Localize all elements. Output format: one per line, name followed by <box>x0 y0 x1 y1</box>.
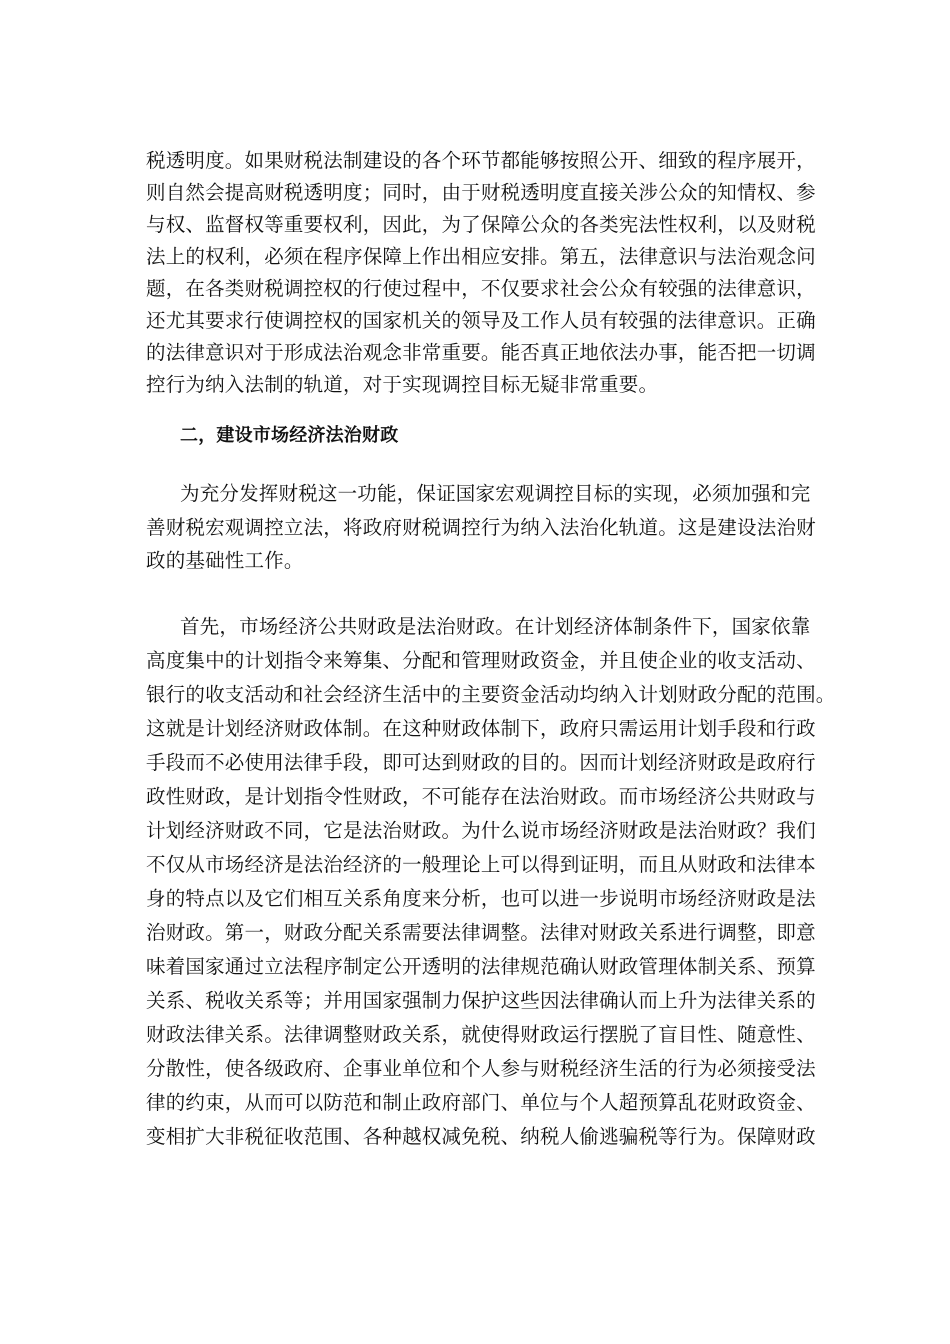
paragraph-3-line-11: 味着国家通过立法程序制定公开透明的法律规范确认财政管理体制关系、预算 <box>146 955 816 978</box>
paragraph-3-line-8: 不仅从市场经济是法治经济的一般理论上可以得到证明，而且从财政和法律本 <box>146 853 816 876</box>
paragraph-3-line-6: 政性财政，是计划指令性财政，不可能存在法治财政。而市场经济公共财政与 <box>146 785 816 808</box>
paragraph-1-line-3: 与权、监督权等重要权利，因此，为了保障公众的各类宪法性权利，以及财税 <box>146 213 816 236</box>
paragraph-3-line-2: 高度集中的计划指令来筹集、分配和管理财政资金，并且使企业的收支活动、 <box>146 649 816 672</box>
paragraph-2-line-2: 善财税宏观调控立法，将政府财税调控行为纳入法治化轨道。这是建设法治财 <box>146 516 816 539</box>
paragraph-3-line-16: 变相扩大非税征收范围、各种越权减免税、纳税人偷逃骗税等行为。保障财政 <box>146 1125 816 1148</box>
paragraph-3-line-14: 分散性，使各级政府、企事业单位和个人参与财税经济生活的行为必须接受法 <box>146 1057 816 1080</box>
paragraph-3-line-15: 律的约束，从而可以防范和制止政府部门、单位与个人超预算乱花财政资金、 <box>146 1091 816 1114</box>
paragraph-1-line-6: 还尤其要求行使调控权的国家机关的领导及工作人员有较强的法律意识。正确 <box>146 309 816 332</box>
paragraph-2-line-3: 政的基础性工作。 <box>146 549 304 572</box>
paragraph-1-line-7: 的法律意识对于形成法治观念非常重要。能否真正地依法办事，能否把一切调 <box>146 341 816 364</box>
paragraph-1-line-8: 控行为纳入法制的轨道，对于实现调控目标无疑非常重要。 <box>146 373 659 396</box>
paragraph-1-line-5: 题，在各类财税调控权的行使过程中，不仅要求社会公众有较强的法律意识， <box>146 277 816 300</box>
paragraph-1-line-1: 税透明度。如果财税法制建设的各个环节都能够按照公开、细致的程序展开， <box>146 149 816 172</box>
paragraph-2-line-1: 为充分发挥财税这一功能，保证国家宏观调控目标的实现，必须加强和完 <box>180 482 811 505</box>
paragraph-1-line-2: 则自然会提高财税透明度；同时，由于财税透明度直接关涉公众的知情权、参 <box>146 181 816 204</box>
paragraph-1-line-4: 法上的权利，必须在程序保障上作出相应安排。第五，法律意识与法治观念问 <box>146 245 816 268</box>
paragraph-3-line-3: 银行的收支活动和社会经济生活中的主要资金活动均纳入计划财政分配的范围。 <box>146 683 836 706</box>
paragraph-3-line-1: 首先，市场经济公共财政是法治财政。在计划经济体制条件下，国家依靠 <box>180 615 811 638</box>
paragraph-3-line-5: 手段而不必使用法律手段，即可达到财政的目的。因而计划经济财政是政府行 <box>146 751 816 774</box>
section-heading: 二，建设市场经济法治财政 <box>180 425 399 446</box>
paragraph-3-line-4: 这就是计划经济财政体制。在这种财政体制下，政府只需运用计划手段和行政 <box>146 717 816 740</box>
paragraph-3-line-10: 治财政。第一，财政分配关系需要法律调整。法律对财政关系进行调整，即意 <box>146 921 816 944</box>
paragraph-3-line-7: 计划经济财政不同，它是法治财政。为什么说市场经济财政是法治财政？我们 <box>146 819 816 842</box>
paragraph-3-line-13: 财政法律关系。法律调整财政关系，就使得财政运行摆脱了盲目性、随意性、 <box>146 1023 816 1046</box>
paragraph-3-line-9: 身的特点以及它们相互关系角度来分析，也可以进一步说明市场经济财政是法 <box>146 887 816 910</box>
paragraph-3-line-12: 关系、税收关系等；并用国家强制力保护这些因法律确认而上升为法律关系的 <box>146 989 816 1012</box>
